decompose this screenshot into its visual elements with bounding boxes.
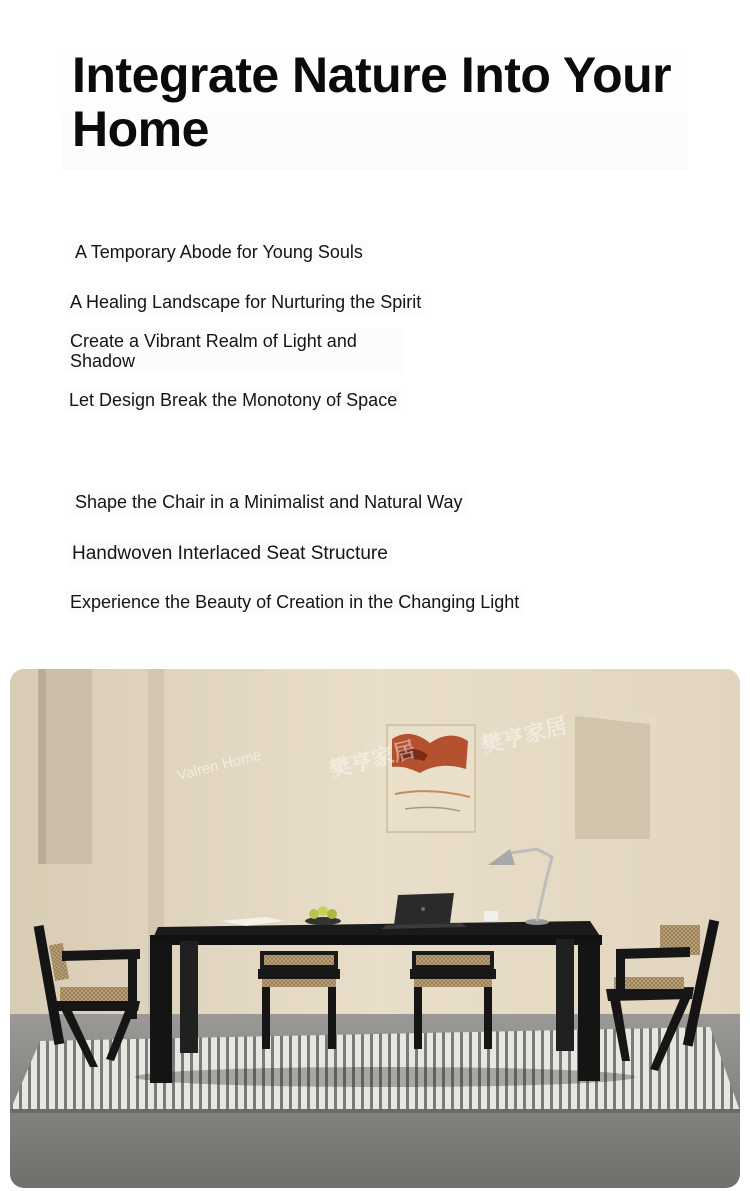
feature-line: A Temporary Abode for Young Souls [71, 240, 367, 264]
feature-line: Shape the Chair in a Minimalist and Natural Way [71, 490, 467, 514]
feature-line: Handwoven Interlaced Seat Structure [68, 542, 392, 566]
feature-line: Let Design Break the Monotony of Space [65, 388, 401, 412]
watermark-text: Valren Home [175, 746, 264, 785]
feature-line: Experience the Beauty of Creation in the Changing Light [66, 590, 523, 614]
feature-line: Create a Vibrant Realm of Light and Shadow [66, 329, 404, 373]
feature-line: A Healing Landscape for Nurturing the Spirit [66, 290, 425, 314]
watermark-text: 樊亨家居 [326, 736, 418, 783]
page-title: Integrate Nature Into Your Home [72, 47, 672, 157]
dining-room-photo [10, 669, 740, 1188]
watermark-text: 樊亨家居 [478, 712, 570, 759]
